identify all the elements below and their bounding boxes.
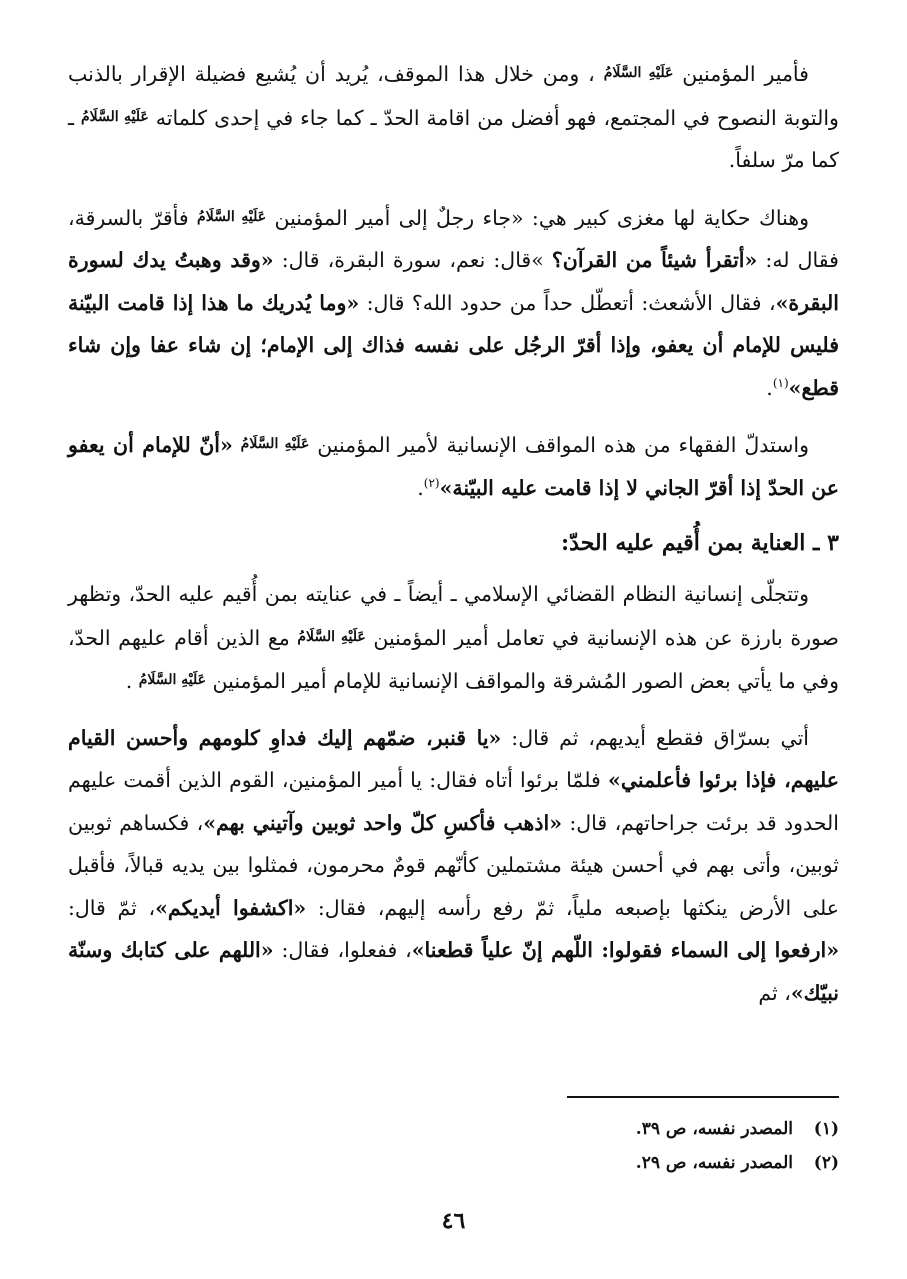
footnote-text: المصدر نفسه، ص ٣٩. xyxy=(635,1119,793,1139)
section-heading: ٣ ـ العناية بمن أُقيم عليه الحدّ: xyxy=(561,530,839,556)
quote: «اللهم على كتابك وسنّة نبيّك» xyxy=(68,938,839,1005)
footnote-ref: (١) xyxy=(772,375,789,390)
text: ـ كما مرّ سلفاً. xyxy=(68,105,839,172)
text: فأقرّ بالسرقة، فقال له: xyxy=(68,205,839,272)
quote: «أتقرأ شيئاً من القرآن؟ xyxy=(551,248,758,272)
paragraph-3 xyxy=(68,423,839,509)
quote: «اكشفوا أيديكم» xyxy=(155,895,307,920)
paragraph-4 xyxy=(68,573,839,703)
paragraph-1 xyxy=(68,52,839,182)
footnote-item xyxy=(300,1112,839,1146)
text: ، ثم xyxy=(758,980,791,1005)
footnote-ref: (٢) xyxy=(423,475,440,490)
footnote-item xyxy=(300,1146,839,1180)
text: أتي بسرّاق فقطع أيديهم، ثم قال: xyxy=(511,725,809,750)
text: ، ثمّ قال: xyxy=(68,895,156,920)
salam-honorific: عَلَيْهِ السَّلَامُ xyxy=(81,108,149,125)
text: »قال: نعم، سورة البقرة، قال: xyxy=(281,248,544,272)
quote: «ارفعوا إلى السماء فقولوا: اللّهم إنّ علياً قطعنا» xyxy=(411,938,840,962)
text: . xyxy=(417,475,424,500)
paragraph-2 xyxy=(68,196,839,410)
footnote-number: (١) xyxy=(813,1119,839,1139)
text: ، فقال الأشعث: أتعطّل حداً من حدود الله؟ قال: xyxy=(366,290,776,315)
text: . xyxy=(125,669,133,693)
quote: «وما يُدريك ما هذا إذا قامت البيّنة فليس للإمام أن يعفو، وإذا أقرّ الرجُل على نفسه فذاك إلى الإمام؛ إن شاء عفا وإن شاء قطع» xyxy=(68,290,839,400)
text: واستدلّ الفقهاء من هذه المواقف الإنسانية لأمير المؤمنين xyxy=(317,433,809,457)
text: فأمير المؤمنين xyxy=(682,62,809,86)
quote: «اذهب فأكسِ كلّ واحد ثوبين وآتيني بهم» xyxy=(203,810,563,835)
salam-honorific: عَلَيْهِ السَّلَامُ xyxy=(138,672,207,688)
footnote-text: المصدر نفسه، ص ٢٩. xyxy=(635,1153,793,1173)
page-number: ٤٦ xyxy=(441,1208,466,1234)
salam-honorific: عَلَيْهِ السَّلَامُ xyxy=(240,436,310,452)
text: ، فكساهم ثوبين ثوبين، وأتى بهم في أحسن هيئة مشتملين كأنّهم قومٌ محرمون، فمثلوا بين يديه قبالاً، فأقبل على الأرض ينكثها بإصبعه ملياً، ثمّ رفع رأسه إليهم، فقال: xyxy=(68,810,839,920)
salam-honorific: عَلَيْهِ السَّلَامُ xyxy=(197,208,267,225)
quote: «وقد وهبتُ يدك لسورة البقرة» xyxy=(68,248,839,315)
text: . xyxy=(766,375,773,400)
footnote-divider xyxy=(567,1096,839,1098)
text: وهناك حكاية لها مغزى كبير هي: «جاء رجلٌ إلى أمير المؤمنين xyxy=(274,205,809,230)
text: ، ومن خلال هذا الموقف، يُريد أن يُشيع فضيلة الإقرار بالذنب والتوبة النصوح في المجتمع، فهو أفضل من اقامة الحدّ ـ كما جاء في إحدى كلماته xyxy=(68,62,839,130)
salam-honorific: عَلَيْهِ السَّلَامُ xyxy=(297,628,366,645)
paragraph-5 xyxy=(68,717,839,1015)
footnote-number: (٢) xyxy=(813,1153,839,1173)
text: ، ففعلوا، فقال: xyxy=(281,938,412,962)
text: مع الذين أقام عليهم الحدّ، وفي ما يأتي بعض الصور المُشرقة والمواقف الإنسانية للإمام أمير المؤمنين xyxy=(68,625,839,693)
footnotes xyxy=(300,1112,839,1180)
quote: «أنّ للإمام أن يعفو عن الحدّ إذا أقرّ الجاني لا إذا قامت عليه البيّنة» xyxy=(68,433,839,500)
text: فلمّا برئوا أتاه فقال: يا أمير المؤمنين، القوم الذين أقمت عليهم الحدود قد برئت جراحاتهم، قال: xyxy=(68,768,839,835)
salam-honorific: عَلَيْهِ السَّلَامُ xyxy=(603,65,674,81)
page-body xyxy=(68,52,839,1028)
quote: «يا قنبر، ضمّهم إليك فداوِ كلومهم وأحسن القيام عليهم، فإذا برئوا فأعلمني» xyxy=(68,725,839,792)
text: وتتجلّى إنسانية النظام القضائي الإسلامي ـ أيضاً ـ في عنايته بمن أُقيم عليه الحدّ، وتظهر صورة بارزة عن هذه الإنسانية في تعامل أمير المؤمنين xyxy=(68,582,839,650)
